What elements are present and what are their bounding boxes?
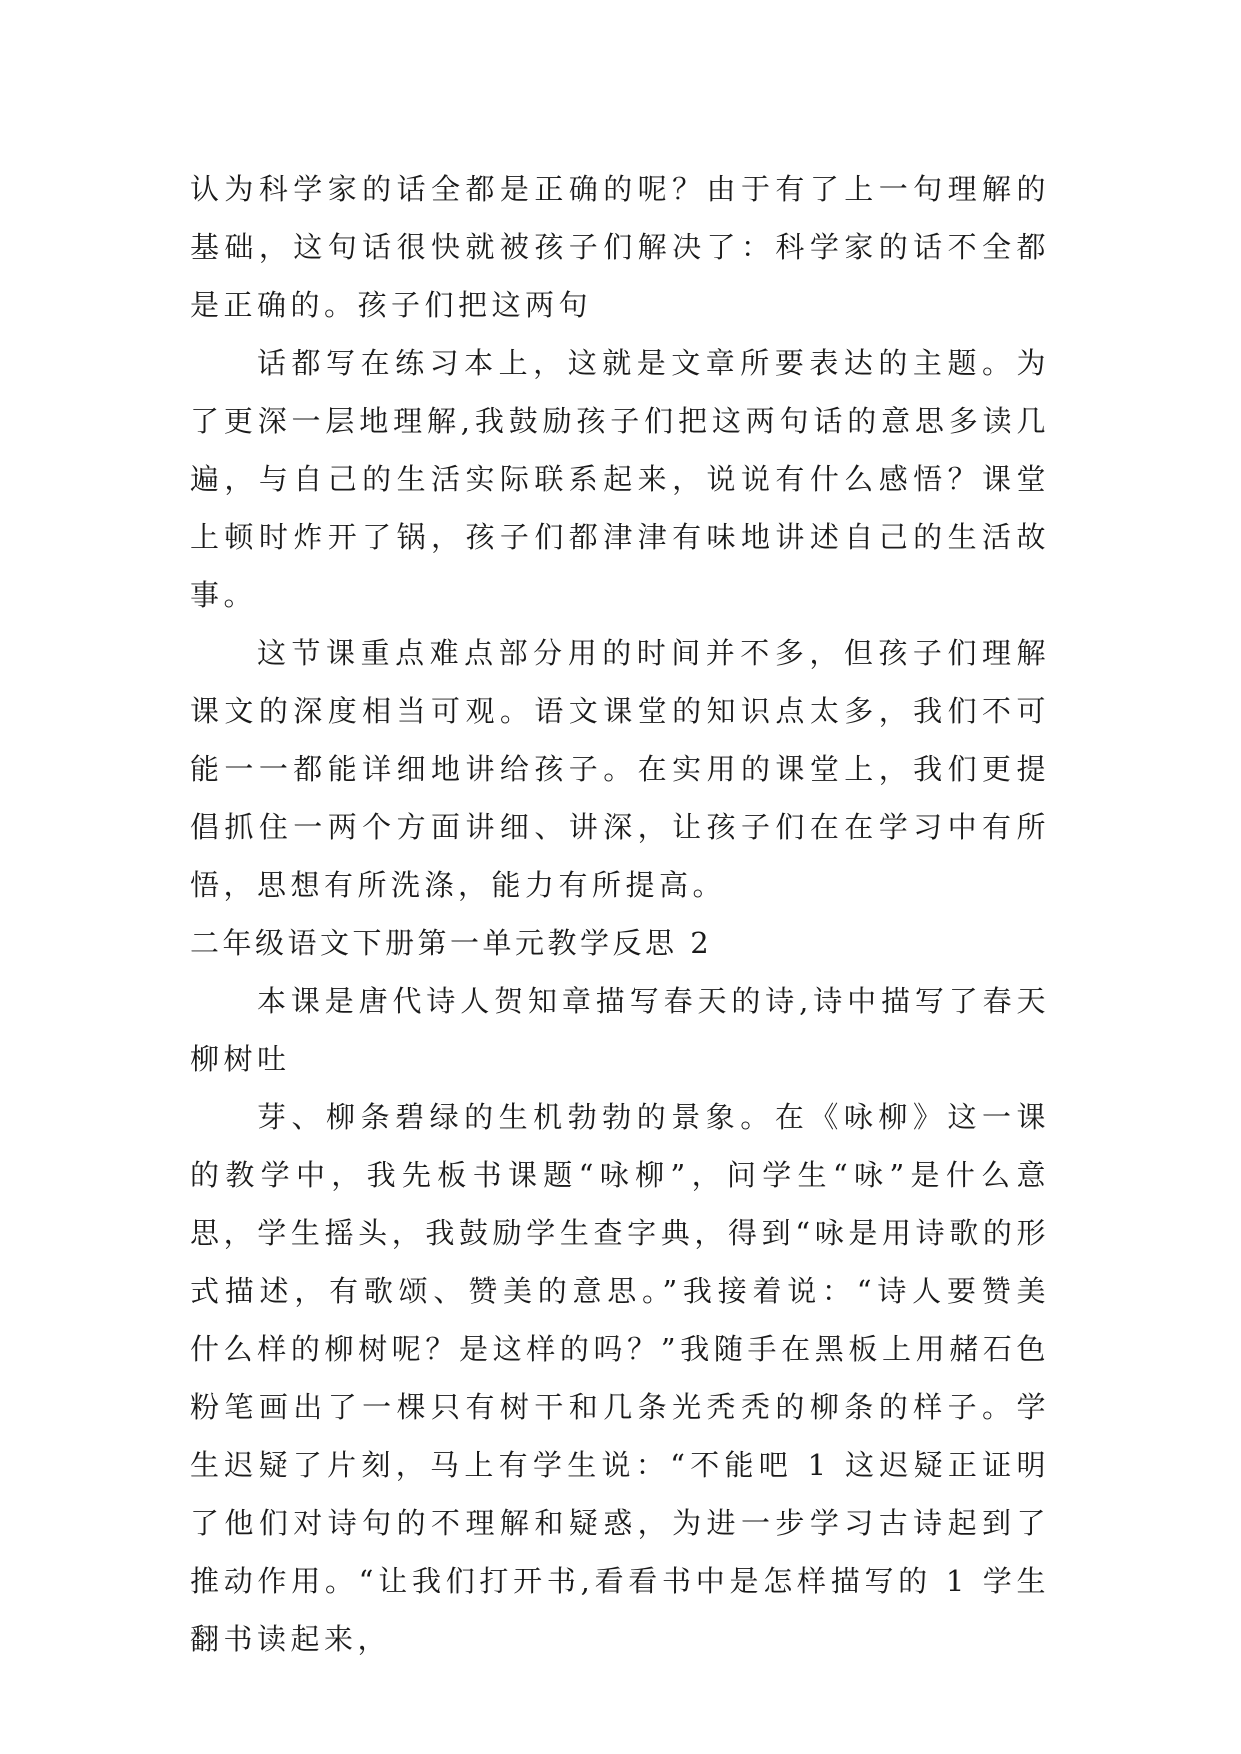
document-page (190, 160, 1050, 1668)
paragraph-4: 本课是唐代诗人贺知章描写春天的诗,诗中描写了春天柳树吐 (190, 984, 1050, 1076)
paragraph-5: 芽、柳条碧绿的生机勃勃的景象。在《咏柳》这一课的教学中，我先板书课题“咏柳”，问学生“咏”是什么意思，学生摇头，我鼓励学生查字典，得到“咏是用诗歌的形式描述，有歌颂、赞美的意思。”我接着说：“诗人要赞美什么样的柳树呢？是这样的吗？”我随手在黑板上用赭石色粉笔画出了一棵只有树干和几条光秃秃的柳条的样子。学生迟疑了片刻，马上有学生说：“不能吧 1 这迟疑正证明了他们对诗句的不理解和疑惑，为进一步学习古诗起到了推动作用。“让我们打开书,看看书中是怎样描写的 1 学生翻书读起来， (190, 1100, 1050, 1656)
section-heading: 二年级语文下册第一单元教学反思 2 (190, 926, 713, 960)
paragraph-1: 认为科学家的话全都是正确的呢？由于有了上一句理解的基础，这句话很快就被孩子们解决了：科学家的话不全都是正确的。孩子们把这两句 (190, 172, 1050, 322)
paragraph-2: 话都写在练习本上，这就是文章所要表达的主题。为了更深一层地理解,我鼓励孩子们把这两句话的意思多读几遍，与自己的生活实际联系起来，说说有什么感悟？课堂上顿时炸开了锅，孩子们都津津有味地讲述自己的生活故事。 (190, 346, 1050, 612)
paragraph-3: 这节课重点难点部分用的时间并不多，但孩子们理解课文的深度相当可观。语文课堂的知识点太多，我们不可能一一都能详细地讲给孩子。在实用的课堂上，我们更提倡抓住一两个方面讲细、讲深，让孩子们在在学习中有所悟，思想有所洗涤，能力有所提高。 (190, 636, 1050, 902)
